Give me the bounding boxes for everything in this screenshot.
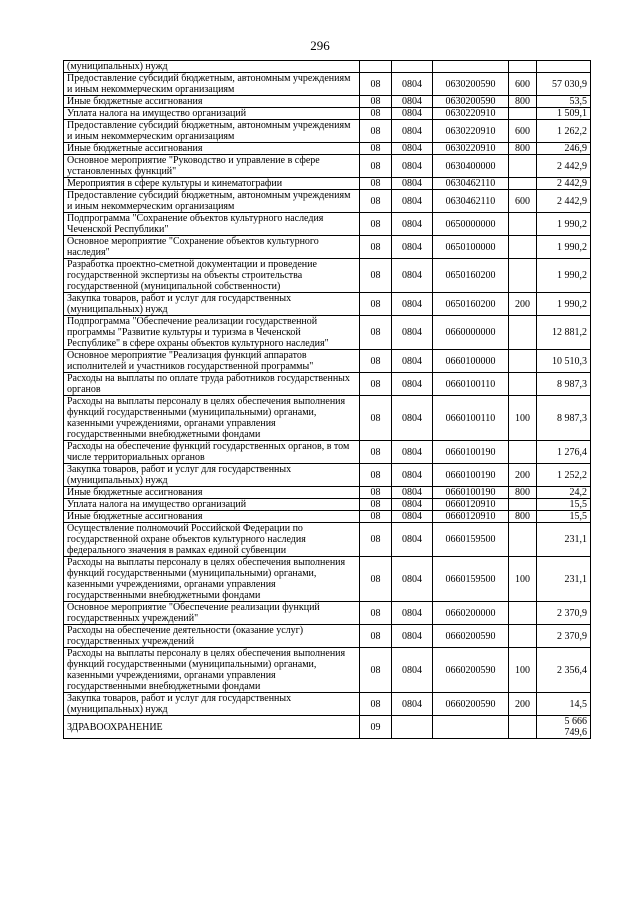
row-target-article-cell [433, 61, 509, 73]
row-target-article-cell: 0660100000 [433, 350, 509, 373]
row-subsection-cell: 0804 [392, 625, 433, 648]
row-name-cell: Основное мероприятие "Руководство и управление в сфере установленных функций" [64, 155, 360, 178]
row-amount-cell: 12 881,2 [537, 316, 591, 350]
row-subsection-cell: 0804 [392, 557, 433, 602]
row-name-cell: Предоставление субсидий бюджетным, автономным учреждениям и иным некоммерческим организациям [64, 73, 360, 96]
row-name-cell: Иные бюджетные ассигнования [64, 143, 360, 155]
row-expense-type-cell: 200 [509, 293, 537, 316]
row-section-cell: 08 [360, 143, 392, 155]
row-expense-type-cell: 200 [509, 464, 537, 487]
row-amount-cell: 57 030,9 [537, 73, 591, 96]
table-row [64, 213, 591, 236]
row-expense-type-cell: 200 [509, 693, 537, 716]
table-row [64, 108, 591, 120]
row-section-cell: 08 [360, 499, 392, 511]
row-expense-type-cell [509, 350, 537, 373]
row-section-cell: 09 [360, 716, 392, 739]
row-section-cell: 08 [360, 316, 392, 350]
row-target-article-cell: 0660200590 [433, 625, 509, 648]
row-name-cell: Подпрограмма "Обеспечение реализации государственной программы "Развитие культуры и туризма в Чеченской Республике" в сфере охраны объектов культурного наследия" [64, 316, 360, 350]
row-expense-type-cell: 600 [509, 120, 537, 143]
row-amount-cell: 2 370,9 [537, 625, 591, 648]
row-section-cell: 08 [360, 293, 392, 316]
row-name-cell: Основное мероприятие "Реализация функций аппаратов исполнителей и участников государственной программы" [64, 350, 360, 373]
row-subsection-cell: 0804 [392, 259, 433, 293]
row-expense-type-cell [509, 155, 537, 178]
row-subsection-cell: 0804 [392, 396, 433, 441]
row-name-cell: Разработка проектно-сметной документации и проведение государственной экспертизы на объекты строительства государственной (муниципальной собственности) [64, 259, 360, 293]
row-expense-type-cell [509, 316, 537, 350]
row-amount-cell: 53,5 [537, 96, 591, 108]
row-subsection-cell [392, 61, 433, 73]
table-row [64, 716, 591, 739]
table-row [64, 693, 591, 716]
row-subsection-cell: 0804 [392, 464, 433, 487]
table-row [64, 464, 591, 487]
row-amount-cell: 2 442,9 [537, 190, 591, 213]
row-name-cell: Мероприятия в сфере культуры и кинематографии [64, 178, 360, 190]
row-subsection-cell: 0804 [392, 350, 433, 373]
row-section-cell: 08 [360, 96, 392, 108]
row-amount-cell: 1 276,4 [537, 441, 591, 464]
row-name-cell: Подпрограмма "Сохранение объектов культурного наследия Чеченской Республики" [64, 213, 360, 236]
row-name-cell: (муниципальных) нужд [64, 61, 360, 73]
row-subsection-cell: 0804 [392, 523, 433, 557]
row-expense-type-cell: 100 [509, 396, 537, 441]
row-amount-cell [537, 61, 591, 73]
row-amount-cell: 1 990,2 [537, 213, 591, 236]
table-row [64, 259, 591, 293]
budget-table-body [64, 61, 591, 739]
table-row [64, 602, 591, 625]
table-row [64, 499, 591, 511]
row-name-cell: Расходы на обеспечение функций государственных органов, в том числе территориальных органов [64, 441, 360, 464]
row-name-cell: Иные бюджетные ассигнования [64, 511, 360, 523]
row-expense-type-cell [509, 523, 537, 557]
row-name-cell: ЗДРАВООХРАНЕНИЕ [64, 716, 360, 739]
table-row [64, 143, 591, 155]
row-name-cell: Уплата налога на имущество организаций [64, 108, 360, 120]
row-expense-type-cell [509, 625, 537, 648]
row-section-cell: 08 [360, 602, 392, 625]
row-subsection-cell: 0804 [392, 293, 433, 316]
table-row [64, 190, 591, 213]
row-name-cell: Закупка товаров, работ и услуг для государственных (муниципальных) нужд [64, 293, 360, 316]
row-amount-cell: 231,1 [537, 557, 591, 602]
row-amount-cell: 231,1 [537, 523, 591, 557]
row-name-cell: Расходы на выплаты персоналу в целях обеспечения выполнения функций государственными (муниципальными) органами, казенными учреждениями, органами управления государственными внебюджетными фондами [64, 396, 360, 441]
table-row [64, 73, 591, 96]
table-row [64, 557, 591, 602]
row-amount-cell: 2 442,9 [537, 178, 591, 190]
row-amount-cell: 2 442,9 [537, 155, 591, 178]
table-row [64, 236, 591, 259]
row-section-cell: 08 [360, 396, 392, 441]
row-target-article-cell: 0650100000 [433, 236, 509, 259]
row-expense-type-cell: 600 [509, 73, 537, 96]
table-row [64, 625, 591, 648]
row-target-article-cell: 0660000000 [433, 316, 509, 350]
row-target-article-cell: 0660100110 [433, 373, 509, 396]
table-row [64, 373, 591, 396]
row-name-cell: Предоставление субсидий бюджетным, автономным учреждениям и иным некоммерческим организациям [64, 120, 360, 143]
row-target-article-cell: 0630462110 [433, 178, 509, 190]
row-expense-type-cell: 600 [509, 190, 537, 213]
row-subsection-cell: 0804 [392, 213, 433, 236]
row-amount-cell: 24,2 [537, 487, 591, 499]
row-name-cell: Осуществление полномочий Российской Федерации по государственной охране объектов культурного наследия федерального значения в рамках единой субвенции [64, 523, 360, 557]
row-subsection-cell: 0804 [392, 602, 433, 625]
row-section-cell: 08 [360, 259, 392, 293]
row-target-article-cell: 0630462110 [433, 190, 509, 213]
table-row [64, 155, 591, 178]
row-target-article-cell: 0660200000 [433, 602, 509, 625]
row-subsection-cell: 0804 [392, 511, 433, 523]
row-subsection-cell: 0804 [392, 120, 433, 143]
row-expense-type-cell [509, 373, 537, 396]
row-subsection-cell: 0804 [392, 155, 433, 178]
row-subsection-cell: 0804 [392, 178, 433, 190]
row-amount-cell: 2 356,4 [537, 648, 591, 693]
budget-table [63, 60, 591, 739]
row-subsection-cell: 0804 [392, 316, 433, 350]
row-target-article-cell: 0650000000 [433, 213, 509, 236]
row-subsection-cell: 0804 [392, 143, 433, 155]
row-amount-cell: 1 990,2 [537, 259, 591, 293]
row-section-cell: 08 [360, 73, 392, 96]
row-section-cell: 08 [360, 178, 392, 190]
row-subsection-cell: 0804 [392, 441, 433, 464]
row-expense-type-cell: 800 [509, 96, 537, 108]
row-name-cell: Расходы на обеспечение деятельности (оказание услуг) государственных учреждений [64, 625, 360, 648]
row-subsection-cell: 0804 [392, 236, 433, 259]
row-name-cell: Расходы на выплаты персоналу в целях обеспечения выполнения функций государственными (муниципальными) органами, казенными учреждениями, органами управления государственными внебюджетными фондами [64, 557, 360, 602]
row-section-cell: 08 [360, 120, 392, 143]
row-expense-type-cell [509, 236, 537, 259]
row-target-article-cell: 0630200590 [433, 96, 509, 108]
row-expense-type-cell [509, 178, 537, 190]
table-row [64, 350, 591, 373]
row-section-cell: 08 [360, 373, 392, 396]
row-name-cell: Предоставление субсидий бюджетным, автономным учреждениям и иным некоммерческим организациям [64, 190, 360, 213]
row-expense-type-cell [509, 441, 537, 464]
row-expense-type-cell [509, 716, 537, 739]
row-target-article-cell: 0630220910 [433, 108, 509, 120]
row-amount-cell: 1 990,2 [537, 236, 591, 259]
row-section-cell: 08 [360, 511, 392, 523]
row-section-cell: 08 [360, 625, 392, 648]
row-target-article-cell: 0660120910 [433, 499, 509, 511]
row-target-article-cell: 0660200590 [433, 693, 509, 716]
row-section-cell: 08 [360, 523, 392, 557]
row-target-article-cell: 0660120910 [433, 511, 509, 523]
row-amount-cell: 8 987,3 [537, 373, 591, 396]
row-amount-cell: 15,5 [537, 511, 591, 523]
row-name-cell: Уплата налога на имущество организаций [64, 499, 360, 511]
row-amount-cell: 2 370,9 [537, 602, 591, 625]
row-expense-type-cell [509, 602, 537, 625]
row-target-article-cell: 0660100190 [433, 464, 509, 487]
table-row [64, 178, 591, 190]
row-name-cell: Иные бюджетные ассигнования [64, 487, 360, 499]
row-subsection-cell: 0804 [392, 190, 433, 213]
row-amount-cell: 1 262,2 [537, 120, 591, 143]
table-row [64, 511, 591, 523]
row-amount-cell: 8 987,3 [537, 396, 591, 441]
row-section-cell: 08 [360, 648, 392, 693]
row-target-article-cell: 0630220910 [433, 143, 509, 155]
row-amount-cell: 1 509,1 [537, 108, 591, 120]
table-row [64, 396, 591, 441]
table-row [64, 96, 591, 108]
row-section-cell: 08 [360, 236, 392, 259]
row-expense-type-cell: 100 [509, 648, 537, 693]
row-expense-type-cell [509, 499, 537, 511]
row-section-cell: 08 [360, 108, 392, 120]
table-row [64, 293, 591, 316]
row-amount-cell: 14,5 [537, 693, 591, 716]
row-name-cell: Основное мероприятие "Обеспечение реализации функций государственных учреждений" [64, 602, 360, 625]
row-amount-cell: 10 510,3 [537, 350, 591, 373]
table-row [64, 316, 591, 350]
row-subsection-cell: 0804 [392, 499, 433, 511]
row-target-article-cell: 0630220910 [433, 120, 509, 143]
row-section-cell [360, 61, 392, 73]
page-number: 296 [310, 38, 330, 53]
row-section-cell: 08 [360, 693, 392, 716]
row-target-article-cell: 0660100190 [433, 441, 509, 464]
row-name-cell: Расходы на выплаты по оплате труда работников государственных органов [64, 373, 360, 396]
row-expense-type-cell: 800 [509, 143, 537, 155]
row-subsection-cell: 0804 [392, 693, 433, 716]
row-name-cell: Расходы на выплаты персоналу в целях обеспечения выполнения функций государственными (муниципальными) органами, казенными учреждениями, органами управления государственными внебюджетными фондами [64, 648, 360, 693]
row-target-article-cell: 0650160200 [433, 259, 509, 293]
row-target-article-cell: 0660159500 [433, 557, 509, 602]
table-row [64, 523, 591, 557]
row-name-cell: Основное мероприятие "Сохранение объектов культурного наследия" [64, 236, 360, 259]
row-section-cell: 08 [360, 464, 392, 487]
row-subsection-cell: 0804 [392, 96, 433, 108]
row-name-cell: Закупка товаров, работ и услуг для государственных (муниципальных) нужд [64, 693, 360, 716]
row-expense-type-cell: 100 [509, 557, 537, 602]
row-target-article-cell: 0650160200 [433, 293, 509, 316]
row-amount-cell: 246,9 [537, 143, 591, 155]
row-subsection-cell: 0804 [392, 648, 433, 693]
row-subsection-cell: 0804 [392, 73, 433, 96]
row-target-article-cell [433, 716, 509, 739]
row-subsection-cell: 0804 [392, 373, 433, 396]
row-target-article-cell: 0630400000 [433, 155, 509, 178]
row-section-cell: 08 [360, 441, 392, 464]
row-section-cell: 08 [360, 190, 392, 213]
table-row [64, 120, 591, 143]
row-target-article-cell: 0660100110 [433, 396, 509, 441]
row-subsection-cell: 0804 [392, 487, 433, 499]
row-target-article-cell: 0660159500 [433, 523, 509, 557]
row-subsection-cell [392, 716, 433, 739]
row-expense-type-cell [509, 259, 537, 293]
table-row [64, 441, 591, 464]
row-section-cell: 08 [360, 155, 392, 178]
table-row [64, 61, 591, 73]
row-name-cell: Иные бюджетные ассигнования [64, 96, 360, 108]
row-expense-type-cell [509, 108, 537, 120]
row-target-article-cell: 0630200590 [433, 73, 509, 96]
row-expense-type-cell [509, 213, 537, 236]
row-section-cell: 08 [360, 350, 392, 373]
row-amount-cell: 1 990,2 [537, 293, 591, 316]
row-name-cell: Закупка товаров, работ и услуг для государственных (муниципальных) нужд [64, 464, 360, 487]
row-section-cell: 08 [360, 557, 392, 602]
row-section-cell: 08 [360, 213, 392, 236]
row-target-article-cell: 0660100190 [433, 487, 509, 499]
row-target-article-cell: 0660200590 [433, 648, 509, 693]
row-subsection-cell: 0804 [392, 108, 433, 120]
row-amount-cell: 1 252,2 [537, 464, 591, 487]
table-row [64, 487, 591, 499]
row-amount-cell: 15,5 [537, 499, 591, 511]
row-section-cell: 08 [360, 487, 392, 499]
row-amount-cell: 5 666 749,6 [537, 716, 591, 739]
row-expense-type-cell: 800 [509, 511, 537, 523]
row-expense-type-cell [509, 61, 537, 73]
table-row [64, 648, 591, 693]
row-expense-type-cell: 800 [509, 487, 537, 499]
